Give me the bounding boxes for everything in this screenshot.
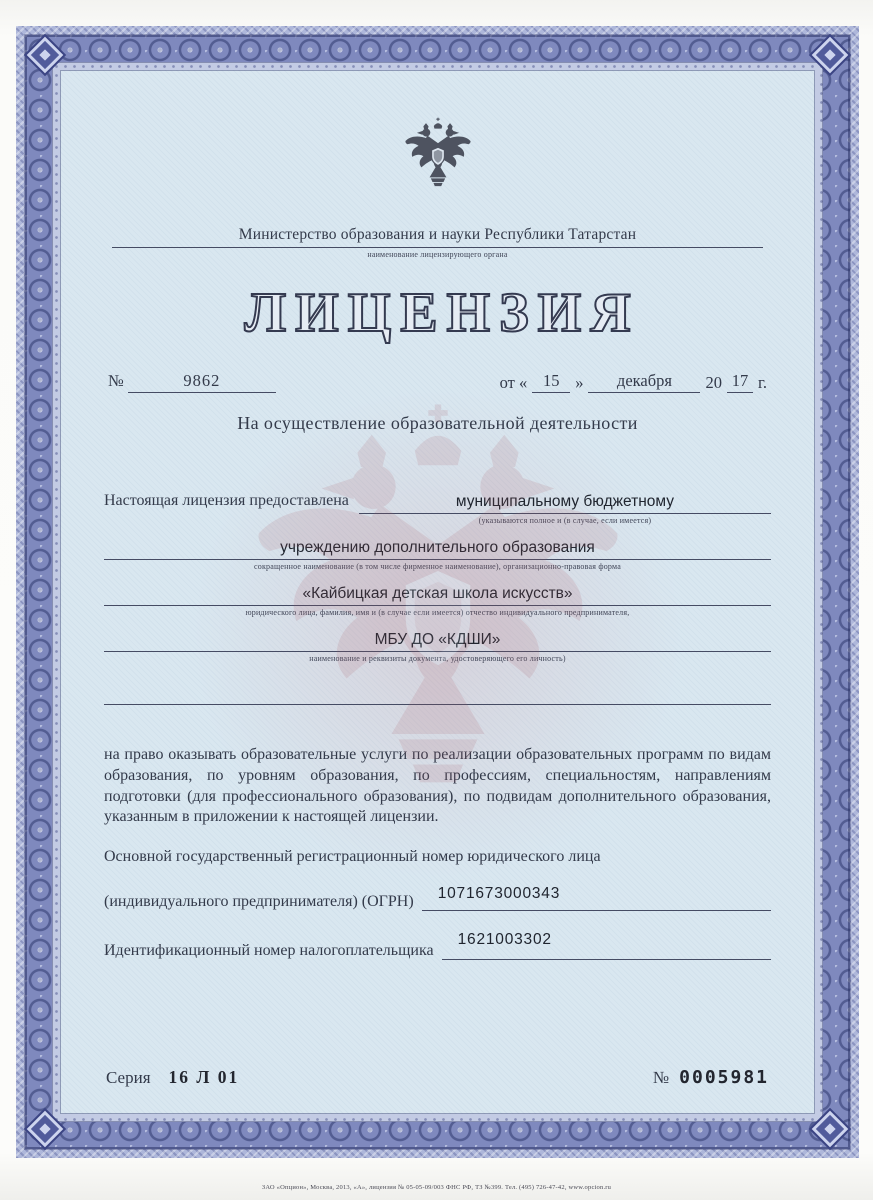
grantee-fill-1: [359, 493, 771, 525]
license-date-group: [500, 371, 767, 393]
date-year-unit: г.: [757, 373, 767, 392]
date-prefix: от «: [499, 373, 528, 392]
coat-of-arms-icon: [399, 112, 477, 196]
ogrn-intro-line: Основной государственный регистрационный номер юридического лица: [104, 848, 601, 866]
grantee-caption-3: юридического лица, фамилия, имя и (в случае если имеется) отчество индивидуального предпринимателя,: [245, 608, 630, 617]
ogrn-fill: [422, 885, 771, 911]
license-certificate: [16, 26, 859, 1158]
ogrn-label: (индивидуального предпринимателя) (ОГРН): [104, 893, 414, 911]
series-label: Серия: [106, 1068, 151, 1087]
guilloche-border-main: [25, 35, 850, 1149]
grantee-line-1: муниципальному бюджетному: [359, 493, 771, 514]
date-month: декабря: [588, 371, 700, 393]
rights-paragraph: на право оказывать образовательные услуги по реализации образовательных программ по видам образования, по уровням образования, по профессиям, специальностям, направлениям подготовки (для профессионального образования), по подвидам дополнительного образования, указанным в приложении к настоящей лицензии.: [104, 746, 771, 826]
grantee-row-2: [104, 539, 771, 571]
number-sign: №: [108, 371, 124, 390]
grantee-row-1: [104, 492, 771, 525]
grantee-caption-4: наименование и реквизиты документа, удостоверяющего его личность): [309, 654, 566, 663]
inn-fill: [442, 931, 771, 960]
grantee-line-3: «Кайбицкая детская школа искусств»: [104, 585, 771, 606]
date-mid-quote: »: [575, 373, 584, 392]
licensing-authority: [112, 226, 763, 259]
blank-number-group: [653, 1067, 769, 1088]
license-body: [60, 70, 815, 1114]
grantee-fill-4: [104, 631, 771, 663]
series-group: [106, 1067, 239, 1088]
guilloche-border-inner: [52, 62, 823, 1122]
license-title: ЛИЦЕНЗИЯ: [244, 282, 640, 344]
series-value: 16 Л 01: [168, 1067, 240, 1087]
ministry-caption: наименование лицензирующего органа: [367, 250, 508, 259]
grantee-row-4: [104, 631, 771, 663]
grantee-fill-3: [104, 585, 771, 617]
grantee-caption-1: (указываются полное и (в случае, если имеется): [478, 516, 652, 525]
license-number-group: [108, 371, 276, 393]
date-year-printed: 20: [705, 373, 722, 392]
grantee-section: [104, 492, 771, 705]
grantee-caption-2: сокращенное наименование (в том числе фирменное наименование), организационно-правовая форма: [254, 562, 621, 571]
date-day: 15: [532, 371, 570, 393]
inn-row: [104, 931, 771, 960]
printer-footnote: ЗАО «Опцион», Москва, 2013, «А», лицензия № 05-05-09/003 ФНС РФ, ТЗ №399. Тел. (495) 726-47-42, www.opcion.ru: [261, 1184, 612, 1191]
license-meta-row: [104, 371, 771, 393]
license-number: 9862: [128, 371, 276, 393]
date-year-value: 17: [727, 371, 753, 393]
inn-value: 1621003302: [457, 931, 552, 949]
grantee-line-2: учреждению дополнительного образования: [104, 539, 771, 560]
license-subject: На осуществление образовательной деятельности: [237, 413, 638, 433]
guilloche-border-outer: [16, 26, 859, 1158]
grantee-line-4: МБУ ДО «КДШИ»: [104, 631, 771, 652]
grantee-blank-line: [104, 685, 771, 705]
grantee-label: Настоящая лицензия предоставлена: [104, 492, 349, 509]
inn-label: Идентификационный номер налогоплательщика: [104, 942, 434, 960]
grantee-fill-2: [104, 539, 771, 571]
ministry-name: Министерство образования и науки Республики Татарстан: [112, 226, 763, 248]
series-row: [106, 1067, 769, 1088]
blank-number-value: 0005981: [679, 1067, 769, 1088]
blank-number-sign: №: [652, 1068, 670, 1087]
ogrn-row: [104, 885, 771, 911]
grantee-row-3: [104, 585, 771, 617]
ogrn-value: 1071673000343: [437, 885, 561, 903]
